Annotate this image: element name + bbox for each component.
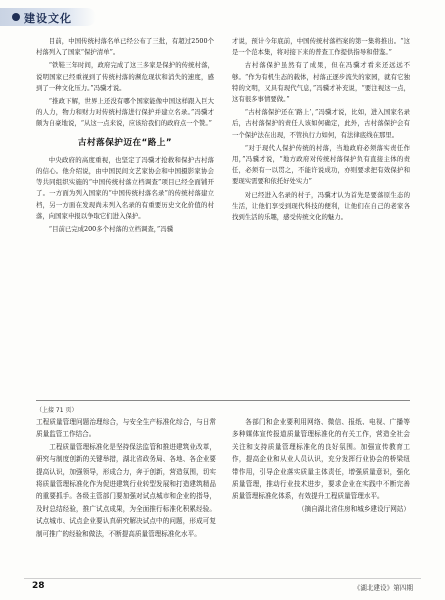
section-ribbon [0, 8, 96, 26]
continuation-left-column [36, 416, 216, 540]
continuation-paragraph: 工程质量管理标准化是坚持保法监管和推进建筑业改革，研究与制度创新的关键举措，湖北省政务局、各地、各企业要提高认识，加强领导，形成合力，奔于创新，营造氛围，切实将质量管理标准化作为促进建筑行业转型发展和打造建筑精品的重要抓手。各级主管部门要加强对试点城市和企业的指导，及时总结经验，推广试点成果，为全面推行标准化积累经验。试点城市、试点企业要认真研究解决试点中的问题，形成可复制可推广的经验和做法，不断提高质量管理标准化水平。 [36, 442, 216, 538]
article-paragraph: “对于现代人保护传统的村落，当地政府必须落实责任作用，”冯骥才说，“地方政府对传统村落保护负有直接主体的责任，必须有一以贯之，不能许说成功，亦则要求把有效保护和要现实需要和依托好处实力” [232, 143, 410, 186]
continuation-right-column [232, 416, 410, 515]
page-footer [24, 578, 421, 593]
article-paragraph: 目前，中国传统村落名单已经公布了三批，有超过2500个村落列入了国家“保护清单”。 [36, 37, 214, 57]
page-number: 28 [32, 581, 45, 591]
article-paragraph: “铁鞋三年时间，政府完成了这三多家是保护的传统村落，说明国家已经重视到了传统村落的濒危现状和消失的速度，感到了一种文化压力。”冯骥才说。 [36, 61, 214, 92]
article-paragraph: “推政下解，世界上还没有哪个国家能像中国这样跟入巨大的人力，物力和财力对传统村落进行保护并建立名录。”冯骥才颇为自豪地说，“从这一点来说，应该给我们的政府点一个赞。” [36, 97, 214, 128]
continuation-paragraph: 工程质量管理问题治理综合，与安全生产标准化综合，与日常质量监管工作结合。 [36, 418, 216, 439]
article-right-column [232, 36, 410, 225]
section-tag: 建设文化 [24, 12, 72, 25]
section-divider [36, 400, 410, 401]
article-paragraph: 对已经进入名录的村子，冯骥才认为首先是要落原生态的生活，让他们享受到现代科技的便利，让他们在自己的老家各找到生活的乐趣，感受传统文化的魅力。 [232, 190, 410, 222]
article-paragraph: 古村落保护虽然有了成果，但在冯骥才看来还远远不够。“作为有机生态的载体，村落正逐步流失的家园，就有它独特的文明，又具有现代气息，”冯骥才补充说，“要注视这一点，这有很多事情要做。” [232, 61, 410, 104]
continuation-source: （摘自湖北省住房和城乡建设厅网站） [297, 504, 410, 513]
article-subheading: 古村落保护迈在“路上” [77, 137, 173, 148]
continuation-paragraph: 各部门和企业要利用网络、微信、报纸、电视、广播等多种媒体宣传报道质量管理标准化的有关工作，营造全社会关注和支持质量管理标准化的良好氛围。加强宣传教育工作，提高企业和从业人员认识，充分发挥行业协会的桥梁纽带作用，引导企业落实质量主体责任，增强质量意识，强化质量管理，推动行业技术进步，要求企业在实践中不断完善质量管理标准化体系，有效提升工程质量管理水平。 [232, 418, 410, 501]
article-paragraph: 中央政府的高度重视，也坚定了冯骥才抢救和保护古村落的信心。他介绍说，由中国民间文艺家协会和中国摄影家协会等共同组织实施的“中国传统村落立档调查”项目已经全面铺开了。一方面为列入国家的“中国传统村落名录”的传统村落建立档，另一方面在发现尚未列入名录的有重要历史文化价值的村落，向国家申报以争取它们进入保护。 [36, 155, 214, 220]
ribbon-bullet-icon [12, 13, 20, 21]
continuation-label: （上接 71 页） [36, 407, 78, 414]
article-left-column [36, 36, 214, 237]
article-paragraph: “目前已完成200多个村落的立档调查，”冯骥 [48, 225, 173, 234]
article-paragraph: 才说，预计今年底前，中国传统村落档案的第一集将推出。“这是一个范本集，将对接下来的普查工作提供指导和借鉴。” [232, 37, 410, 57]
issue-label: 《湖北建设》第四期 [353, 584, 413, 592]
article-paragraph: “古村落保护还在‘路上’，”冯骥才说，比如，进入国家名录后，古村落保护的责任人该如何确定，此外，古村落保护会有一个保护法在出现，不管执行力如何，有法律底线在那里。 [232, 108, 410, 139]
